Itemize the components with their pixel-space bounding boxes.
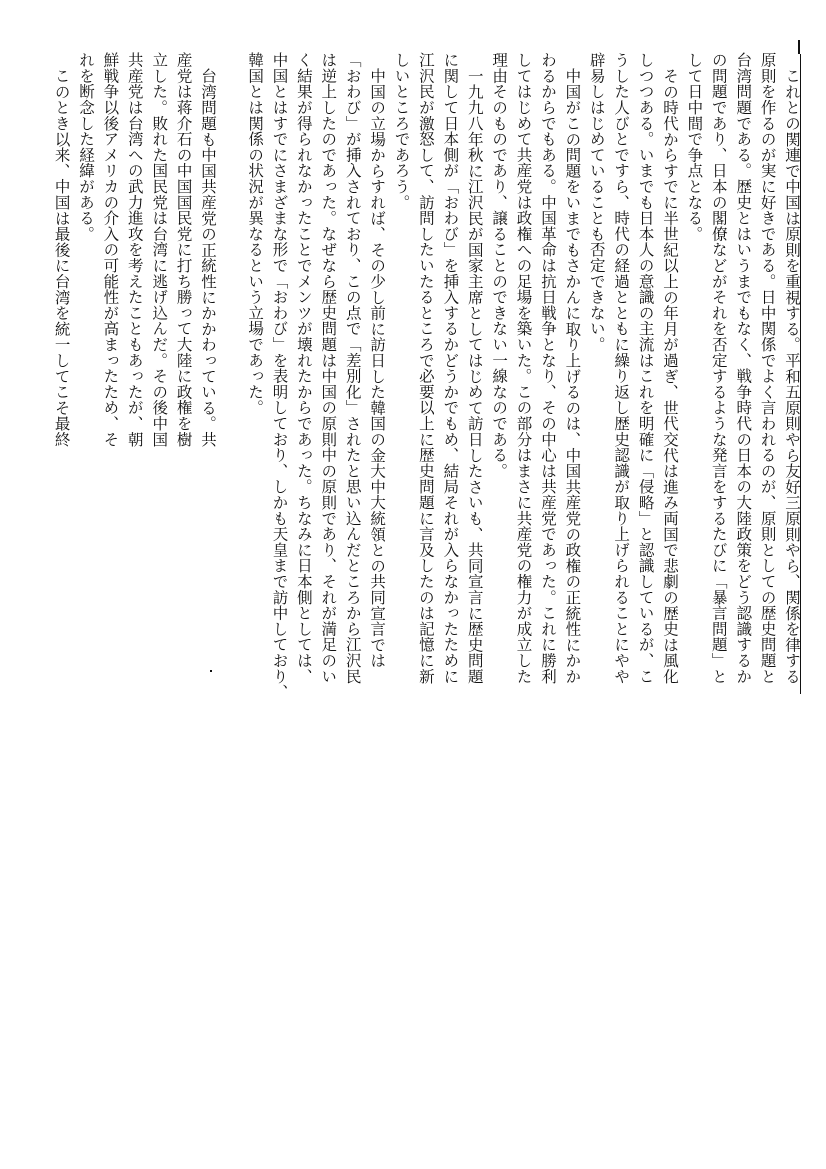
text-line: に関して日本側が「おわび」を挿入するかどうかでもめ、結局それが入らなかったために <box>441 52 460 684</box>
text-line: 鮮戦争以後アメリカの介入の可能性が高まったため、そ <box>101 52 120 447</box>
text-line: 中国とはすでにさまざまな形で「おわび」を表明しており、しかも天皇まで訪中しており、 <box>270 52 289 700</box>
text-line: 中国の立場からすれば、その少し前に訪日した韓国の金大中大統領との共同宣言では <box>368 67 387 668</box>
text-line: 一九九八年秋に江沢民が国家主席としてはじめて訪日したさいも、共同宣言に歴史問題 <box>465 67 484 684</box>
text-line: 辟易しはじめていることも否定できない。 <box>587 52 606 353</box>
text-line: 台湾問題も中国共産党の正統性にかかわっている。共 <box>199 67 217 447</box>
stray-dot <box>210 670 212 672</box>
text-line: 立した。敗れた国民党は台湾に逃げ込んだ。その後中国 <box>150 52 169 447</box>
text-line: して日中間で争点となる。 <box>685 52 704 242</box>
text-line: 江沢民が激怒して、訪問したいたるところで必要以上に歴史問題に言及したのは記憶に新 <box>416 52 435 684</box>
main-text-block <box>243 52 804 700</box>
text-line: してはじめて共産党は政権への足場を築いた。この部分はまさに共産党の権力が成立した <box>514 52 533 684</box>
text-line: の問題であり、日本の閣僚などがそれを否定するような発言をするたびに「暴言問題」と <box>709 52 728 684</box>
text-line: しいところであろう。 <box>392 52 411 210</box>
text-line: その時代からすでに半世紀以上の年月が過ぎ、世代交代は進み両国で悲劇の歴史は風化 <box>660 67 679 684</box>
text-line: このとき以来、中国は最後に台湾を統一してこそ最終 <box>52 67 71 447</box>
text-line: 中国がこの問題をいまでもさかんに取り上げるのは、中国共産党の政権の正統性にかか <box>563 67 582 684</box>
text-line: 共産党は台湾への武力進攻を考えたこともあったが、朝 <box>125 52 144 447</box>
text-line: わるからでもある。中国革命は抗日戦争となり、その中心は共産党であった。これに勝利 <box>538 52 557 684</box>
text-line: は逆上したのであった。なぜなら歴史問題は中国の原則中の原則であり、それが満足のい <box>319 52 338 684</box>
text-line: これとの関連で中国は原則を重視する。平和五原則やら友好三原則やら、関係を律する <box>783 67 801 684</box>
text-line: しつつある。いまでも日本人の意識の主流はこれを明確に「侵略」と認識しているが、こ <box>636 52 655 684</box>
text-line: 原則を作るのが実に好きである。日中関係でよく言われるのが、原則としての歴史問題と <box>758 52 777 684</box>
taiwan-text-block <box>49 52 220 682</box>
text-line: く結果が得られなかったことでメンツが壊れたからであった。ちなみに日本側としては、 <box>294 52 313 684</box>
text-line: れを断念した経緯がある。 <box>76 52 95 242</box>
text-line: 理由そのものであり、譲ることのできない一線なのである。 <box>490 52 509 479</box>
text-line: 韓国とは関係の状況が異なるという立場であった。 <box>246 52 265 416</box>
text-line: 産党は蒋介石の中国国民党に打ち勝って大陸に政権を樹 <box>174 52 193 447</box>
text-line: うした人びとですら、時代の経過とともに繰り返し歴史認識が取り上げられることにやや <box>612 52 631 684</box>
text-line: 台湾問題である。歴史とはいうまでもなく、戦争時代の日本の大陸政策をどう認識するか <box>734 52 753 684</box>
text-line: 「おわび」が挿入されており、この点で「差別化」されたと思い込んだところから江沢民 <box>343 52 362 684</box>
